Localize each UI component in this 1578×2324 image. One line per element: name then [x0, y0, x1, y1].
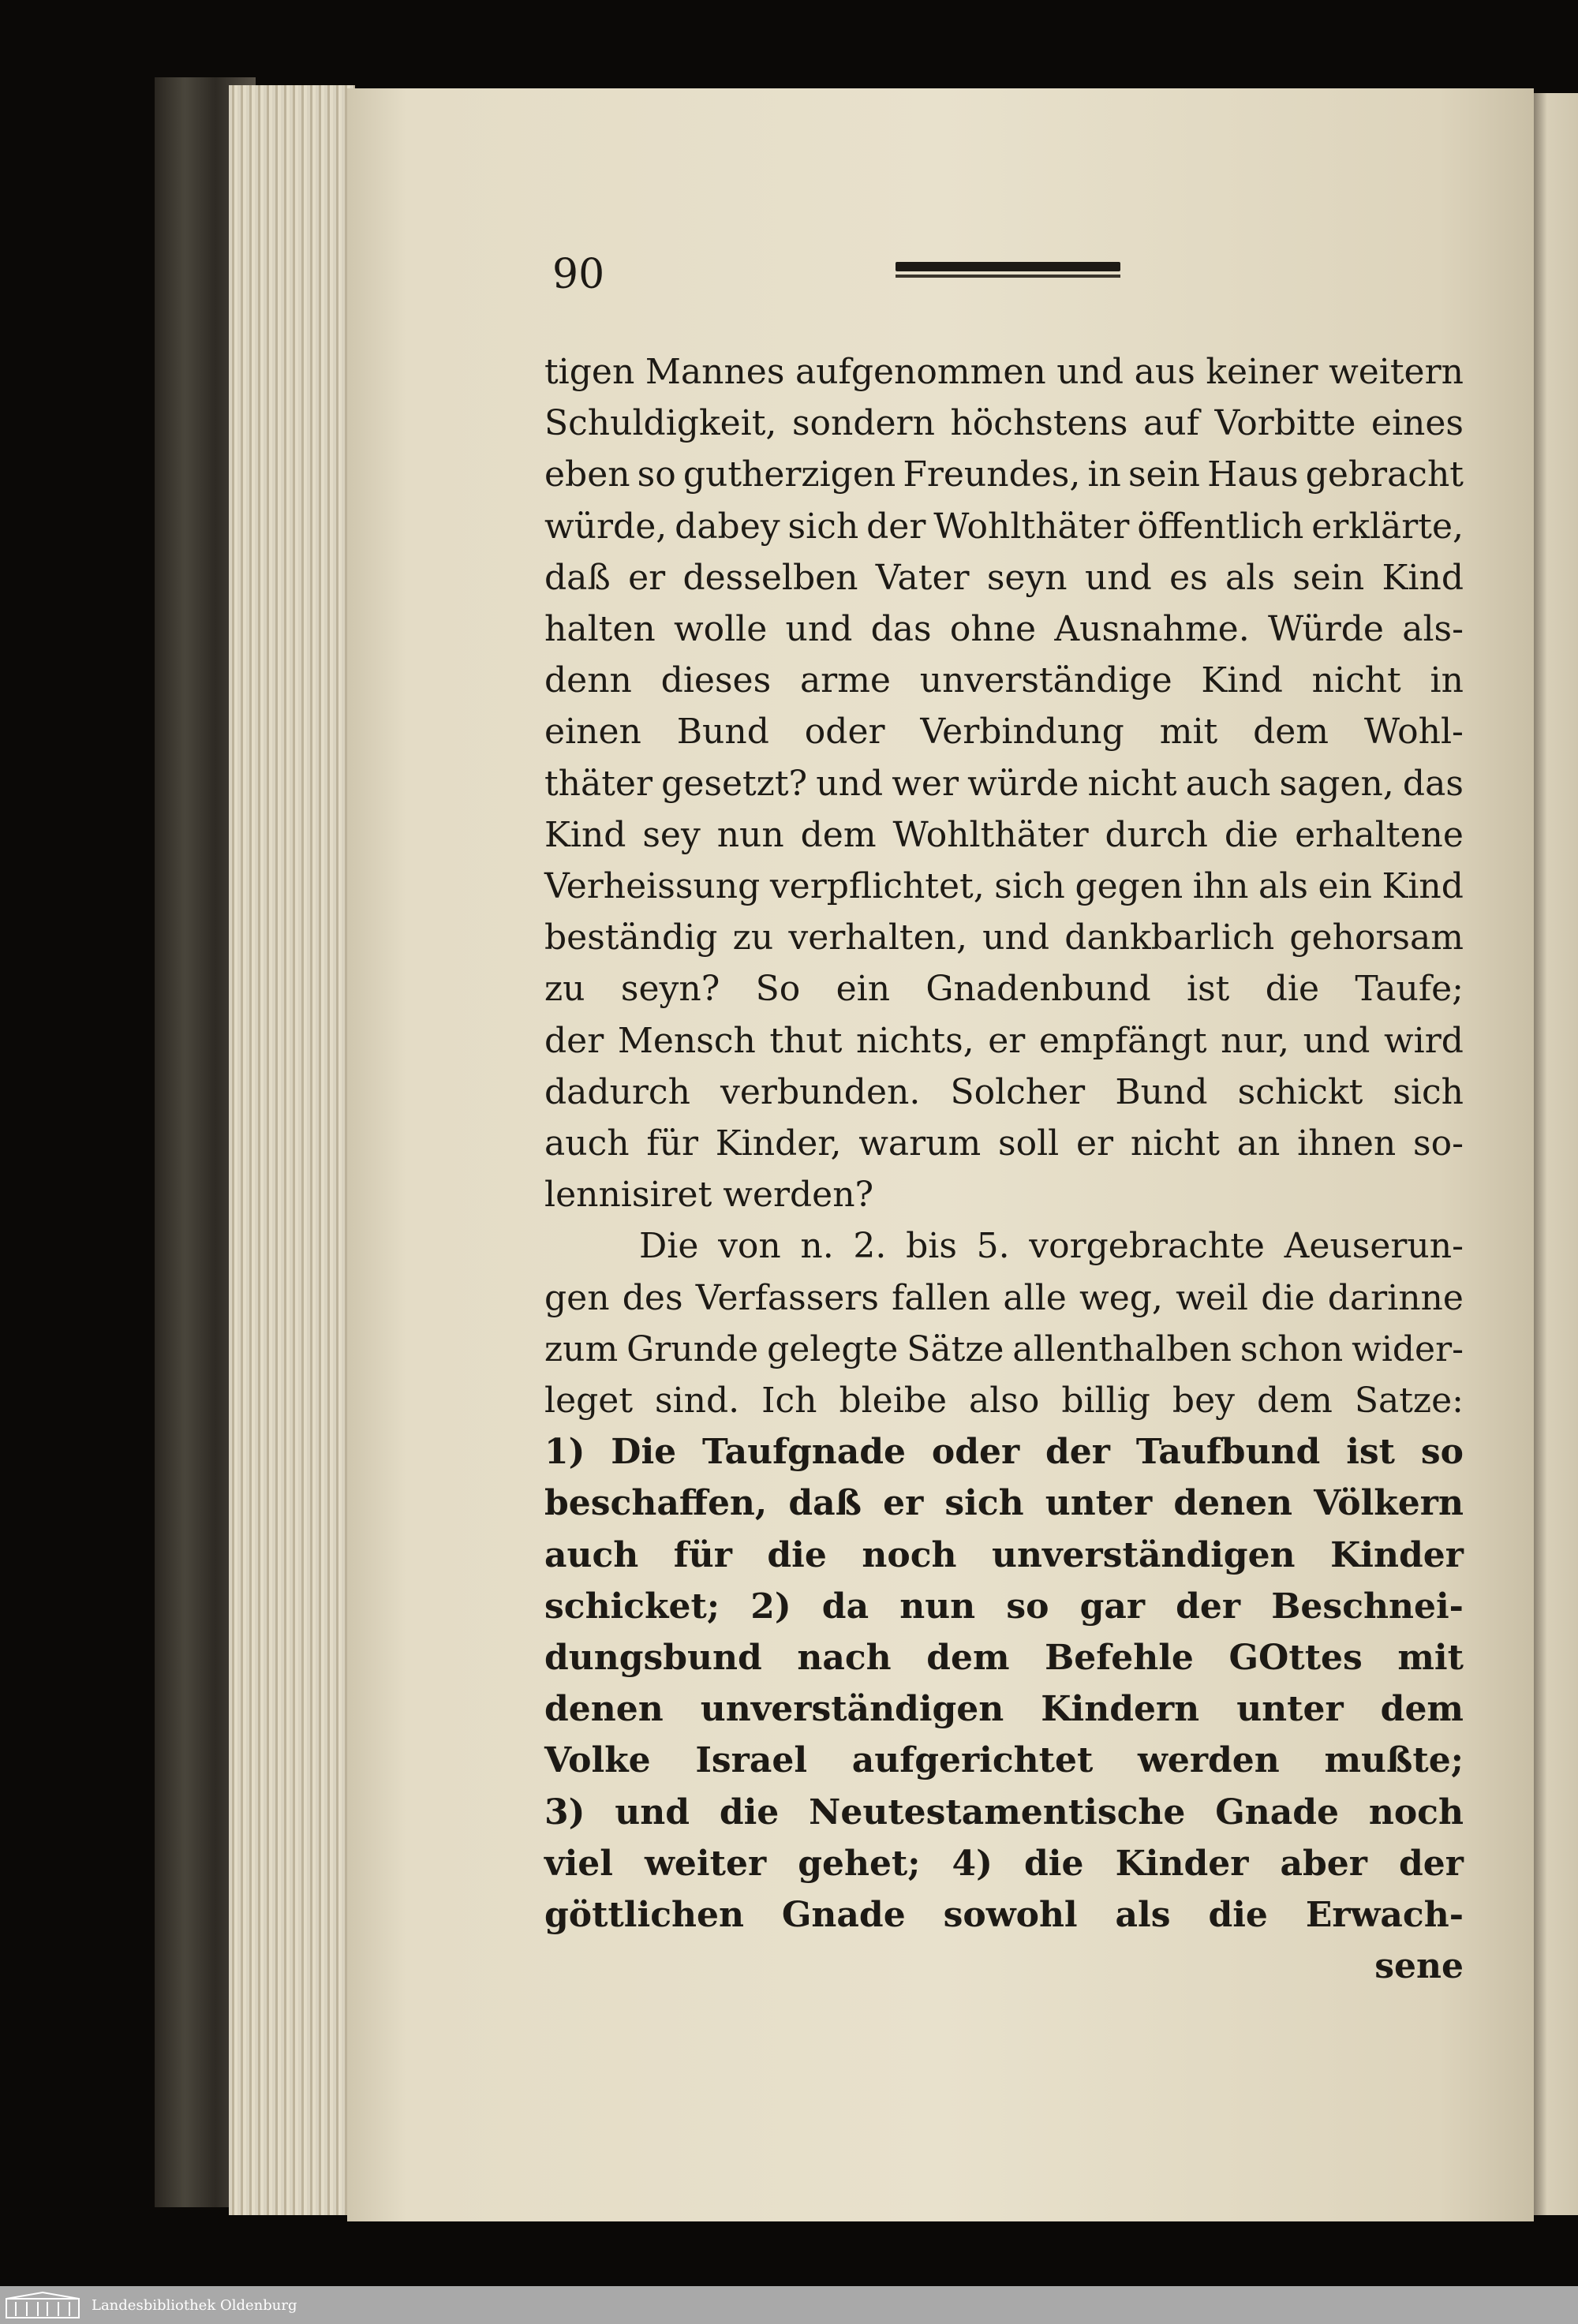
text-line: Verheissung verpflichtet, sich gegen ihn als ein Kind [544, 866, 1464, 906]
text-line: lennisiret werden? [544, 1175, 874, 1216]
text-line: beständig zu verhalten, und dankbarlich gehorsam [544, 917, 1464, 958]
text-line: daß er desselben Vater seyn und es als sein Kind [544, 557, 1464, 598]
text-line: göttlichen Gnade sowohl als die Erwach- [544, 1895, 1464, 1935]
text-line: tigen Mannes aufgenommen und aus keiner weitern [544, 352, 1464, 392]
page-number: 90 [552, 251, 605, 298]
library-name: Landesbibliothek Oldenburg [92, 2296, 297, 2314]
text-line: dadurch verbunden. Solcher Bund schickt sich [544, 1071, 1464, 1112]
text-line: einen Bund oder Verbindung mit dem Wohl- [544, 712, 1464, 753]
text-line: denen unverständigen Kindern unter dem [544, 1689, 1464, 1730]
text-line: leget sind. Ich bleibe also billig bey dem Satze: [544, 1381, 1464, 1421]
page-stack-edge [229, 85, 355, 2215]
facing-page-edge [1534, 93, 1578, 2215]
footer-bar [0, 2286, 1578, 2324]
text-line: denn dieses arme unverständige Kind nicht in [544, 660, 1464, 701]
text-line: viel weiter gehet; 4) die Kinder aber der [544, 1843, 1464, 1884]
text-line: auch für die noch unverständigen Kinder [544, 1534, 1464, 1575]
text-line: schicket; 2) da nun so gar der Beschnei- [544, 1586, 1464, 1627]
header-rule [896, 262, 1120, 271]
text-line: auch für Kinder, warum soll er nicht an ihnen so- [544, 1123, 1464, 1164]
text-line: der Mensch thut nichts, er empfängt nur, und wird [544, 1020, 1464, 1061]
text-line: thäter gesetzt? und wer würde nicht auch sagen, das [544, 763, 1464, 804]
text-line: Schuldigkeit, sondern höchstens auf Vorbitte eines [544, 403, 1464, 444]
text-line: zum Grunde gelegte Sätze allenthalben schon wider- [544, 1328, 1464, 1369]
text-line: halten wolle und das ohne Ausnahme. Würde als- [544, 609, 1464, 649]
text-line: Kind sey nun dem Wohlthäter durch die erhaltene [544, 814, 1464, 855]
text-line: sene [1374, 1946, 1464, 1987]
text-line: 3) und die Neutestamentische Gnade noch [544, 1792, 1464, 1833]
text-line: Volke Israel aufgerichtet werden mußte; [544, 1740, 1464, 1781]
text-line: Die von n. 2. bis 5. vorgebrachte Aeuserun- [639, 1226, 1464, 1267]
text-line: 1) Die Taufgnade oder der Taufbund ist so [544, 1432, 1464, 1473]
header-rule-thin [896, 275, 1120, 278]
text-line: zu seyn? So ein Gnadenbund ist die Taufe; [544, 969, 1464, 1010]
text-line: beschaffen, daß er sich unter denen Völkern [544, 1483, 1464, 1524]
library-logo-icon [5, 2291, 80, 2319]
text-line: dungsbund nach dem Befehle GOttes mit [544, 1638, 1464, 1678]
text-line: würde, dabey sich der Wohlthäter öffentlich erklärte, [544, 506, 1464, 547]
text-line: eben so gutherzigen Freundes, in sein Haus gebracht [544, 454, 1464, 495]
text-line: gen des Verfassers fallen alle weg, weil die darinne [544, 1277, 1464, 1318]
